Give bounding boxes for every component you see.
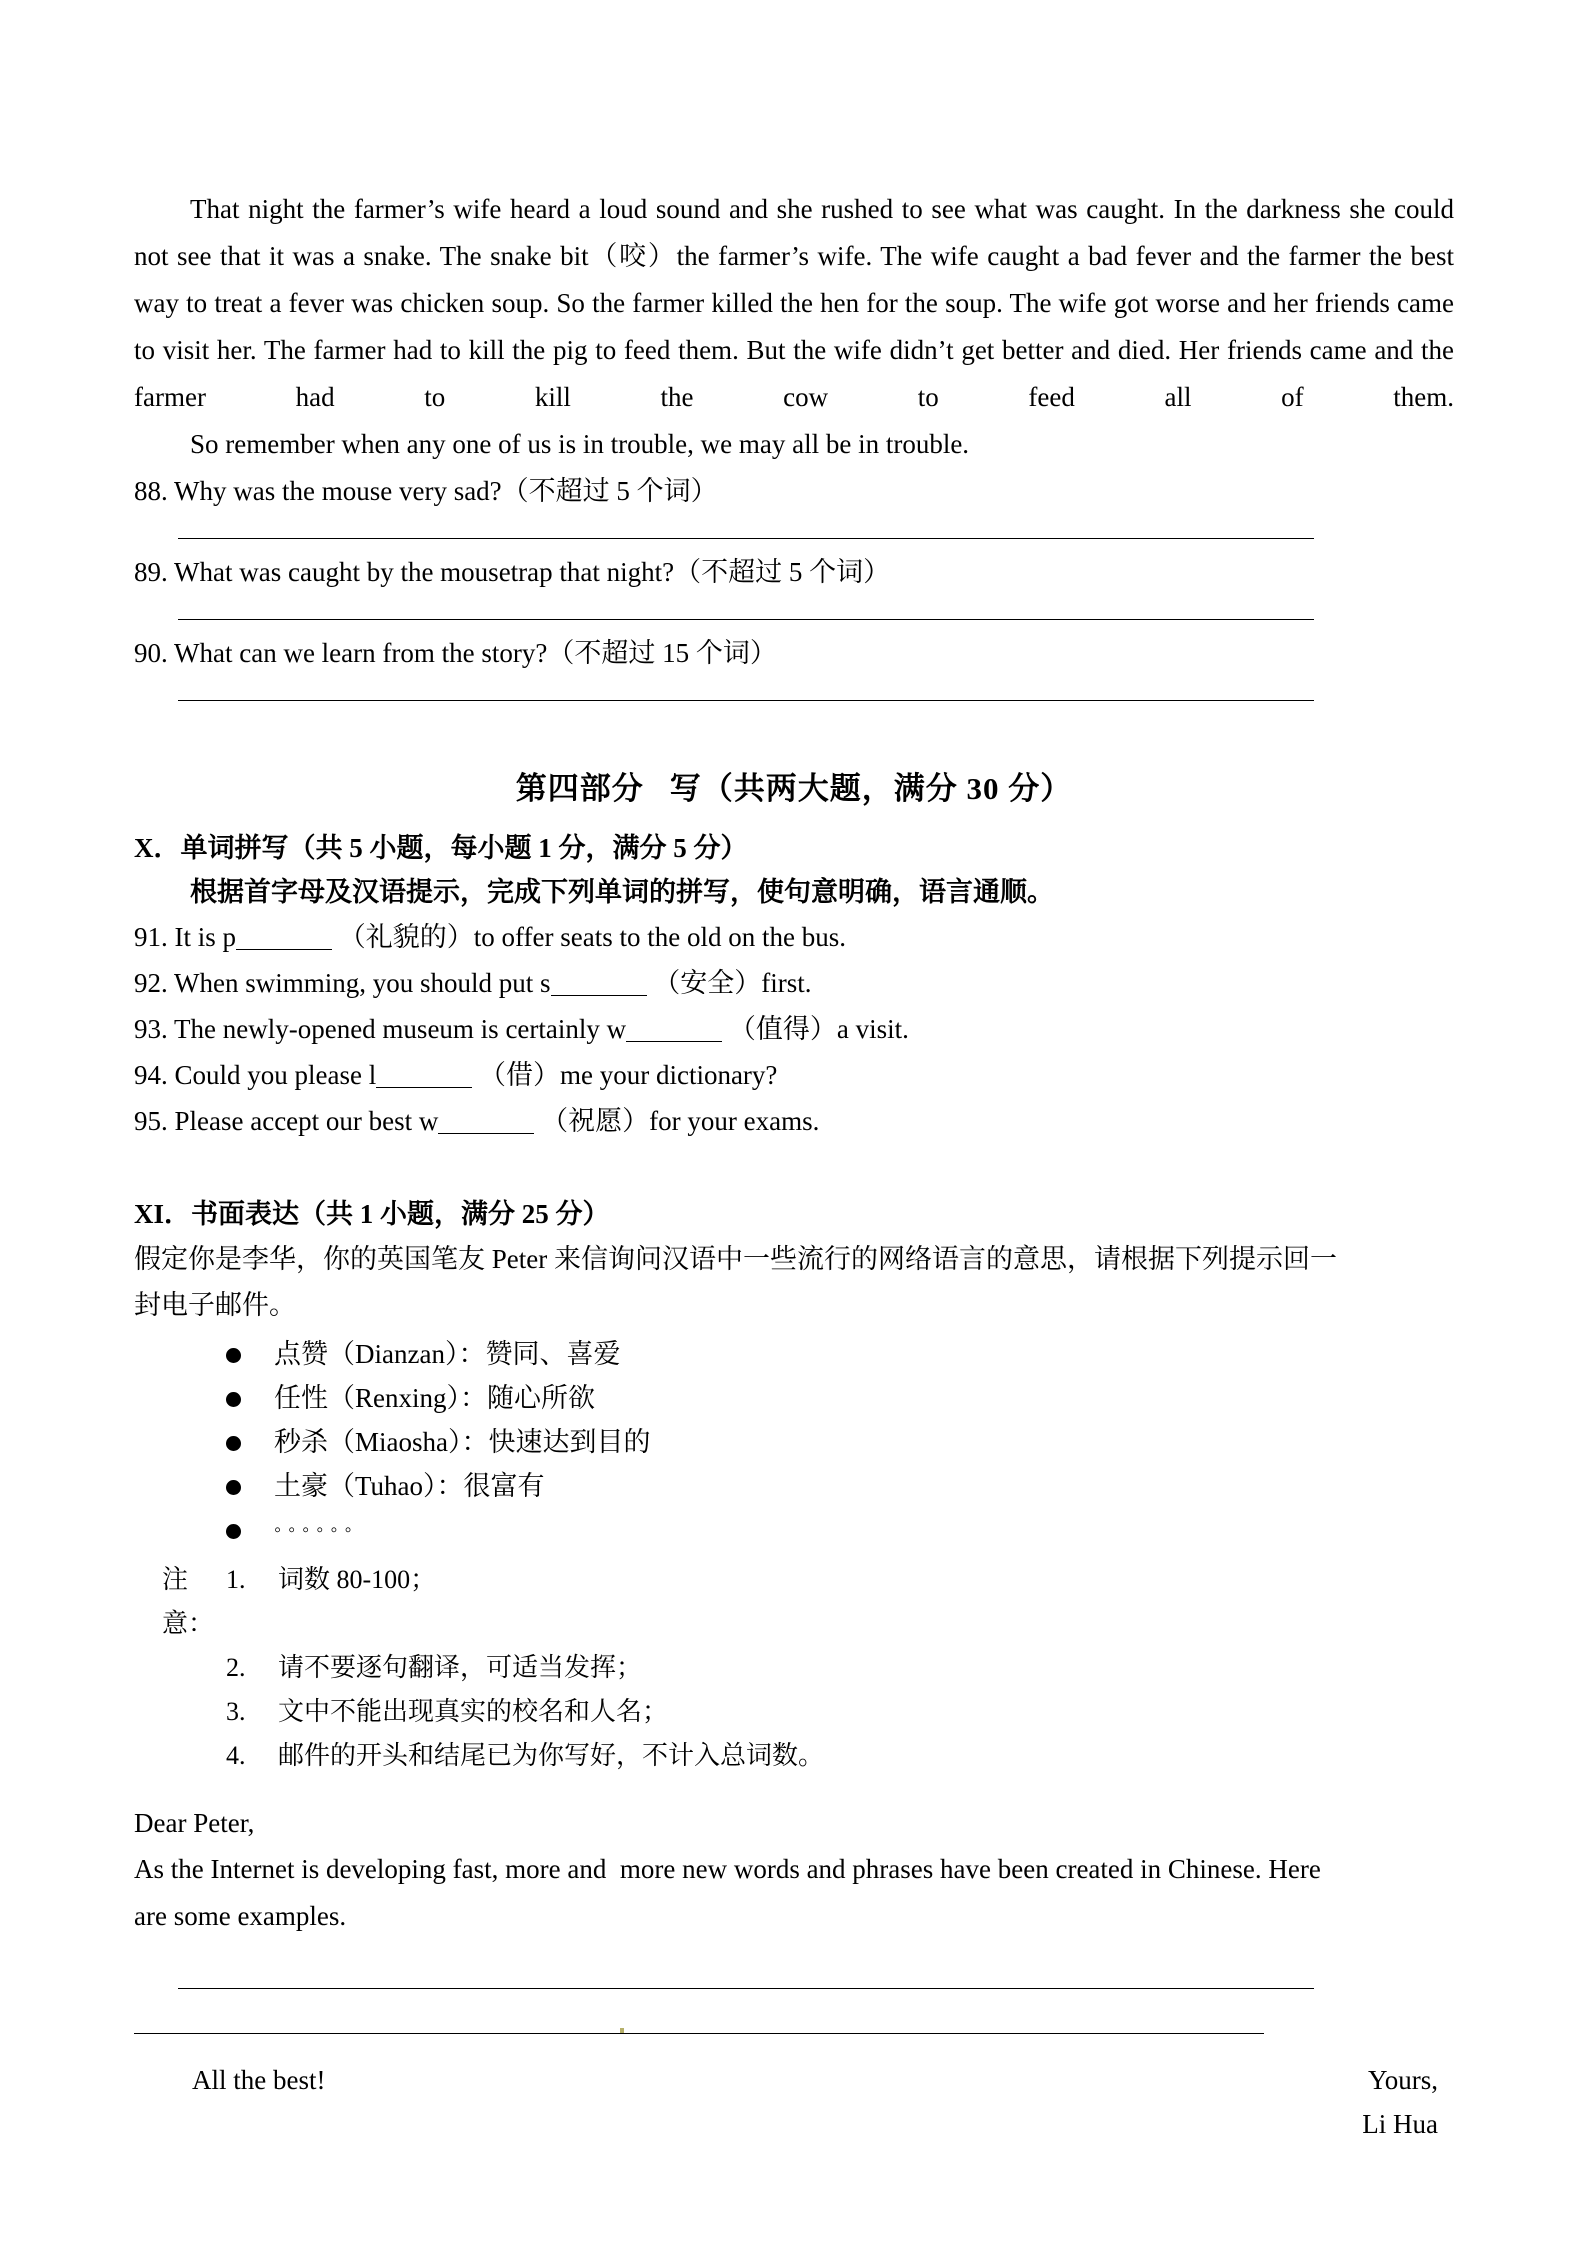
writing-notes [134, 1558, 1454, 1778]
passage-paragraph-2: So remember when any one of us is in trouble, we may all be in trouble. [190, 429, 970, 459]
note-row-4 [134, 1734, 1454, 1778]
section-x-roman: X [134, 833, 154, 863]
part-four-heading [134, 763, 1454, 808]
part-four-title: 写（共两大题，满分 30 分） [669, 771, 1073, 806]
note-row-3 [134, 1690, 1454, 1734]
question-90-text: What can we learn from the story?（不超过 15 个词） [174, 638, 777, 668]
answer-line-90[interactable] [178, 700, 1314, 701]
paper-speck [620, 2028, 624, 2033]
spelling-91-before: It is p [174, 922, 237, 952]
letter-body-line-2: are some examples. [134, 1901, 347, 1931]
bullet-dot-icon [226, 1348, 241, 1363]
hint-text: 秒杀（Miaosha）：快速达到目的 [274, 1427, 651, 1457]
hint-text: 土豪（Tuhao）：很富有 [274, 1471, 545, 1501]
question-89 [134, 549, 1454, 595]
question-88 [134, 468, 1454, 514]
writing-line-2[interactable] [134, 2033, 1264, 2034]
question-88-text: Why was the mouse very sad?（不超过 5 个词） [174, 476, 718, 506]
bullet-dot-icon [226, 1524, 241, 1539]
question-88-number: 88. [134, 476, 168, 506]
letter-signature: Li Hua [1362, 2109, 1438, 2139]
section-x-heading [134, 826, 1454, 870]
writing-prompt-line-2: 封电子邮件。 [134, 1290, 296, 1320]
letter-closing-row [134, 2058, 1454, 2102]
spelling-92-blank[interactable] [551, 971, 647, 996]
page-content [134, 186, 1454, 2146]
section-xi-roman: XI [134, 1199, 165, 1229]
list-item [134, 1508, 1454, 1552]
section-xi-heading [134, 1192, 1454, 1236]
writing-answer-area [134, 1988, 1454, 2034]
spelling-95-before: Please accept our best w [174, 1106, 439, 1136]
answer-line-89[interactable] [178, 619, 1314, 620]
part-four-label: 第四部分 [515, 771, 644, 806]
hint-text: 点赞（Dianzan）：赞同、喜爱 [274, 1339, 621, 1369]
note-row-2 [134, 1646, 1454, 1690]
spelling-item-95 [134, 1098, 1454, 1144]
spelling-93-blank[interactable] [626, 1017, 722, 1042]
letter-closing-left: All the best! [192, 2065, 326, 2095]
list-item [134, 1332, 1454, 1376]
spelling-91-after: （礼貌的）to offer seats to the old on the bus. [338, 922, 846, 952]
question-89-text: What was caught by the mousetrap that night?（不超过 5 个词） [174, 557, 891, 587]
note-text: 请不要逐句翻译，可适当发挥； [278, 1653, 643, 1682]
bullet-dot-icon [226, 1480, 241, 1495]
note-row-1 [134, 1558, 1454, 1646]
list-item [134, 1420, 1454, 1464]
spelling-item-92 [134, 960, 1454, 1006]
writing-hint-list [134, 1332, 1454, 1552]
hint-text: 任性（Renxing）：随心所欲 [274, 1383, 595, 1413]
notes-label-spacer [134, 1646, 226, 1690]
spelling-95-after: （祝愿）for your exams. [541, 1106, 820, 1136]
section-x-instruction: 根据首字母及汉语提示，完成下列单词的拼写，使句意明确，语言通顺。 [190, 877, 1054, 907]
spelling-94-after: （借）me your dictionary? [478, 1060, 778, 1090]
spelling-item-93 [134, 1006, 1454, 1052]
spelling-91-blank[interactable] [236, 925, 332, 950]
note-number: 4. [226, 1741, 246, 1770]
note-text: 词数 80-100； [278, 1565, 437, 1594]
passage-paragraph-1: That night the farmer’s wife heard a loud sound and she rushed to see what was caught. In the darkness she could not see that it was a snake. The snake bit（咬）the farmer’s wife. The wife caught a bad fever and the farmer the best way to treat a fever was chicken soup. So the farmer killed the hen for the soup. The wife got worse and her friends came to visit her. The farmer had to kill the pig to feed them. But the wife didn’t get better and died. Her friends came and the farmer had to kill the cow to feed all of them. [134, 194, 1454, 412]
section-x-title: ．单词拼写（共 5 小题，每小题 1 分，满分 5 分） [153, 833, 748, 863]
bullet-dot-icon [226, 1436, 241, 1451]
note-number: 2. [226, 1653, 246, 1682]
spelling-93-before: The newly-opened museum is certainly w [174, 1014, 627, 1044]
spelling-91-number: 91. [134, 922, 168, 952]
section-xi-title: ．书面表达（共 1 小题，满分 25 分） [164, 1199, 610, 1229]
letter-greeting: Dear Peter, [134, 1808, 255, 1838]
spelling-93-number: 93. [134, 1014, 168, 1044]
spelling-item-91 [134, 914, 1454, 960]
notes-label-spacer [134, 1690, 226, 1734]
writing-prompt-line-1: 假定你是李华，你的英国笔友 Peter 来信询问汉语中一些流行的网络语言的意思，请根据下列提示回一 [134, 1244, 1337, 1274]
spelling-94-number: 94. [134, 1060, 168, 1090]
note-text: 邮件的开头和结尾已为你写好，不计入总词数。 [278, 1741, 825, 1770]
bullet-dot-icon [226, 1392, 241, 1407]
spelling-95-number: 95. [134, 1106, 168, 1136]
question-89-number: 89. [134, 557, 168, 587]
list-item [134, 1376, 1454, 1420]
spelling-95-blank[interactable] [438, 1109, 534, 1134]
writing-line-1[interactable] [178, 1988, 1314, 1989]
letter-body-line-1: As the Internet is developing fast, more and more new words and phrases have been created in Chinese. Here [134, 1854, 1321, 1884]
spelling-94-blank[interactable] [376, 1063, 472, 1088]
spelling-92-number: 92. [134, 968, 168, 998]
list-item [134, 1464, 1454, 1508]
spelling-94-before: Could you please l [174, 1060, 377, 1090]
note-text: 文中不能出现真实的校名和人名； [278, 1697, 669, 1726]
letter-closing-right: Yours, [1367, 2065, 1438, 2095]
answer-line-88[interactable] [178, 538, 1314, 539]
spelling-92-after: （安全）first. [653, 968, 812, 998]
notes-label-spacer [134, 1734, 226, 1778]
spelling-93-after: （值得）a visit. [728, 1014, 909, 1044]
hint-text-ellipsis: ◦◦◦◦◦◦ [274, 1519, 359, 1541]
spelling-item-94 [134, 1052, 1454, 1098]
notes-label: 注意： [162, 1565, 215, 1638]
note-number: 3. [226, 1697, 246, 1726]
question-90 [134, 630, 1454, 676]
spelling-92-before: When swimming, you should put s [174, 968, 551, 998]
question-90-number: 90. [134, 638, 168, 668]
note-number: 1. [226, 1565, 246, 1594]
